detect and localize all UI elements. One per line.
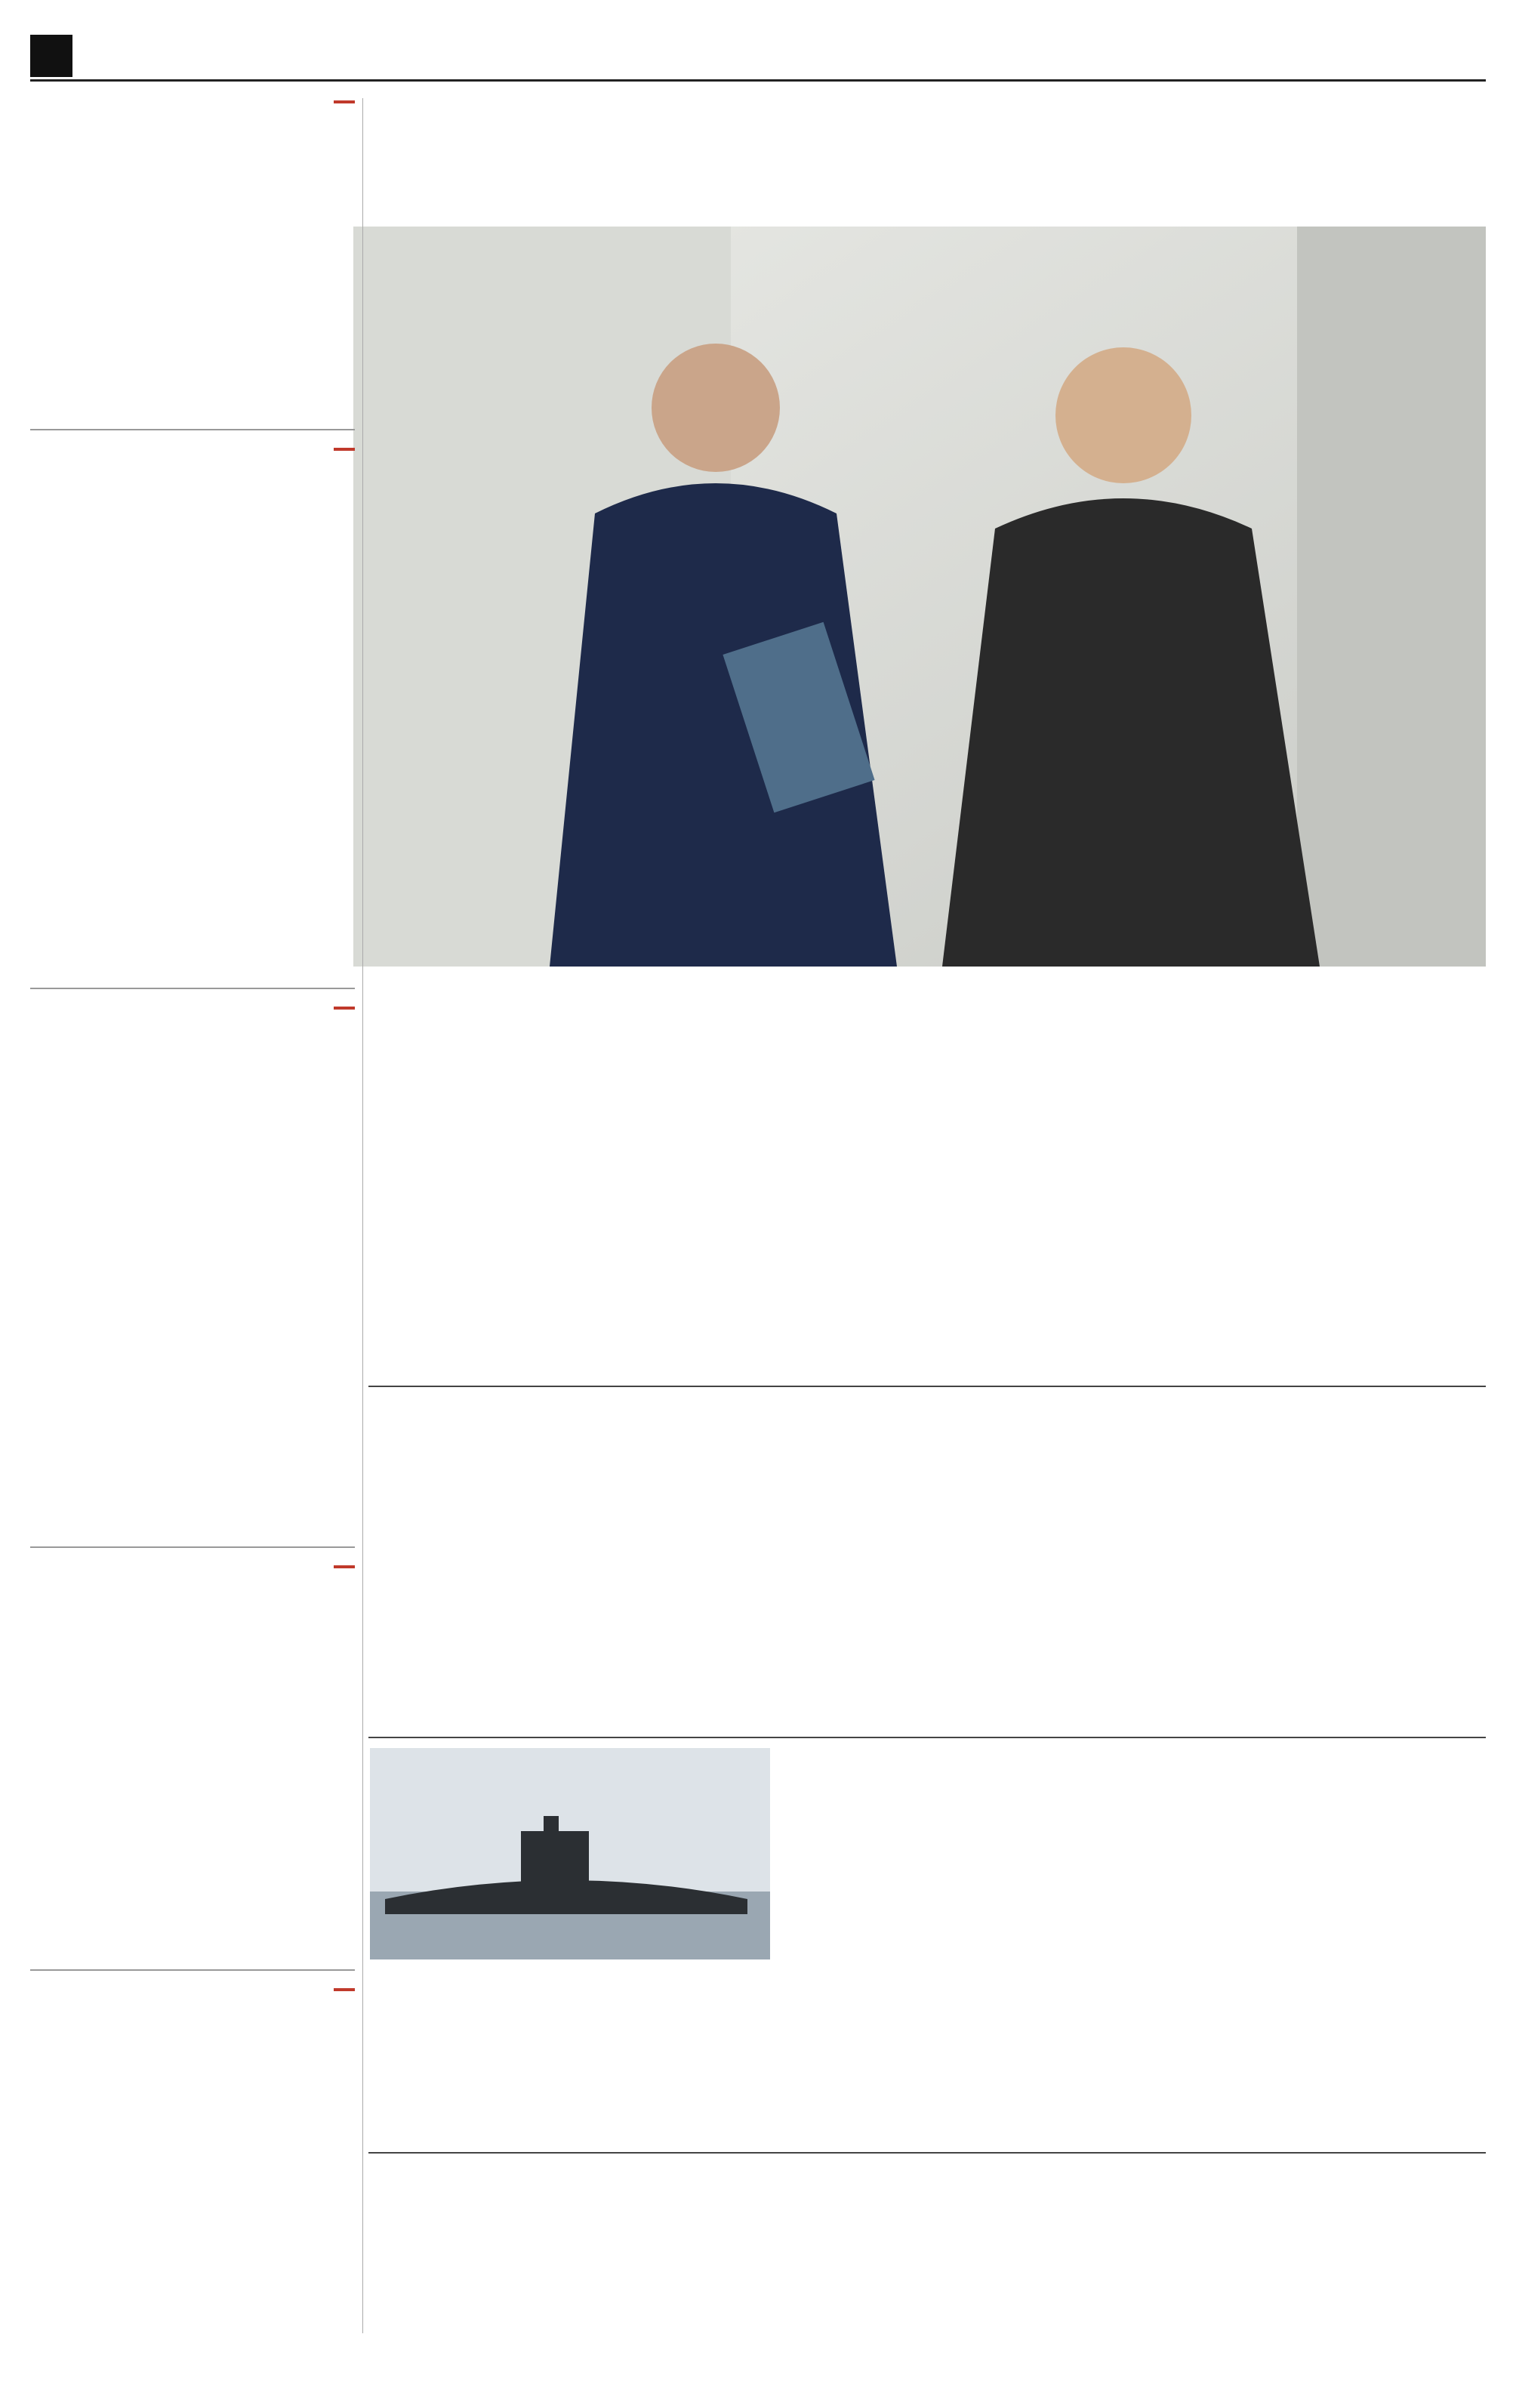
- rail-tag: [334, 1007, 355, 1010]
- niger-story-final: [942, 2167, 1486, 2394]
- rail-tag: [334, 448, 355, 451]
- rail-tag: [334, 100, 355, 103]
- rail-divider: [362, 98, 363, 2333]
- lead-body: [353, 978, 1486, 1370]
- rail-box: [30, 446, 355, 989]
- masthead: [30, 35, 1486, 82]
- rail-box: [30, 1004, 355, 1548]
- rail-tag: [334, 1565, 355, 1568]
- lead-continuation: [370, 106, 619, 967]
- rail-tag: [334, 1988, 355, 1991]
- lead-col-4: [353, 978, 625, 1370]
- lead-col-3: [640, 978, 912, 1370]
- rail-box: [30, 1986, 355, 2273]
- brief-story: [1139, 1401, 1486, 1725]
- submarine-col-2: [935, 1805, 1203, 2144]
- rail-box: [30, 1563, 355, 1971]
- submarine-col-1: [1218, 1805, 1486, 2144]
- lead-col-2: [927, 978, 1199, 1370]
- submarine-col-4: [368, 1805, 636, 2144]
- briefs-top-rule: [368, 1386, 1486, 1387]
- submarine-col-3: [652, 1805, 920, 2144]
- brief-story: [769, 1401, 1116, 1725]
- brief-story: [384, 1401, 746, 1725]
- ns-top-rule: [368, 2152, 1486, 2154]
- submarine-body: [368, 1805, 1486, 2144]
- submarine-top-rule: [368, 1737, 1486, 1738]
- page-number: [30, 35, 72, 77]
- sudan-story: [368, 2167, 927, 2394]
- left-rail: [30, 98, 355, 2288]
- rail-box: [30, 98, 355, 430]
- lead-col-1: [1214, 978, 1486, 1370]
